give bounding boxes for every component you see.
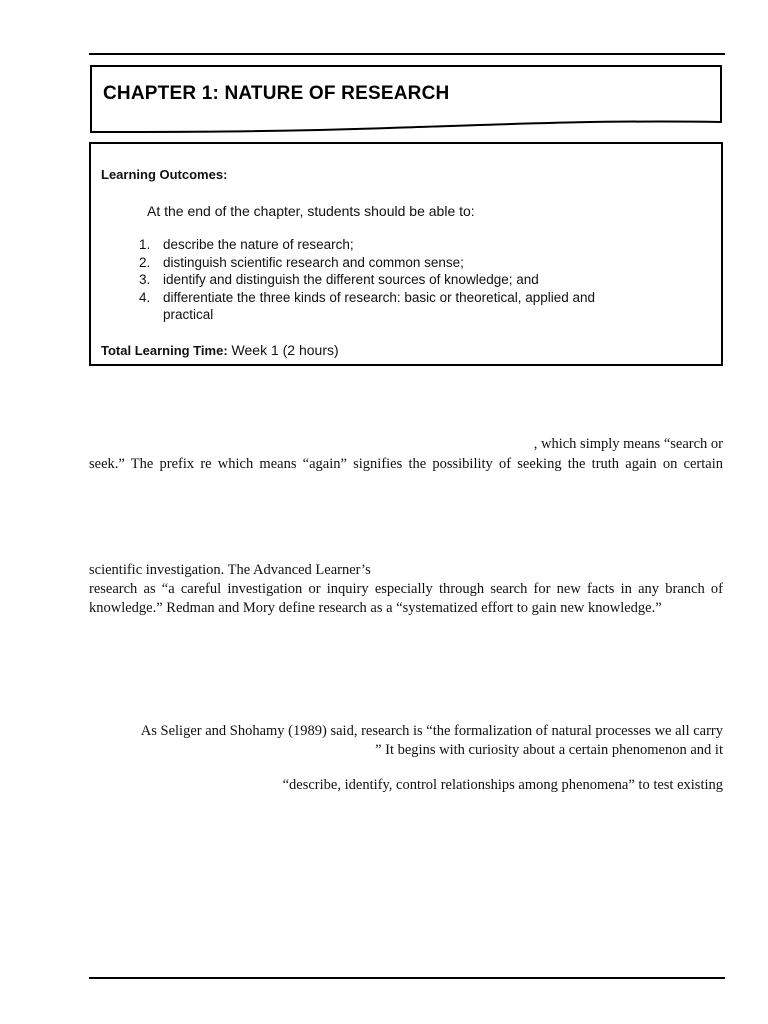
total-learning-time-label: Total Learning Time: [101, 343, 228, 358]
body-paragraph-3 [89, 722, 723, 802]
total-learning-time-value: Week 1 (2 hours) [227, 342, 339, 358]
chapter-header-box [89, 64, 723, 136]
list-item [139, 289, 679, 307]
paragraph-line: As Seliger and Shohamy (1989) said, research is “the formalization of natural processes we all carry [140, 723, 723, 739]
body-paragraph-1 [89, 435, 723, 475]
list-item-continuation [139, 306, 679, 324]
list-item [139, 271, 679, 289]
list-item-number: 4. [139, 289, 151, 305]
list-item [139, 236, 679, 254]
list-item-text: practical [163, 307, 214, 322]
body-paragraph-2 [89, 561, 723, 621]
list-item-text: distinguish scientific research and common sense; [163, 254, 464, 270]
chapter-title: CHAPTER 1: NATURE OF RESEARCH [103, 83, 450, 104]
list-item-text: describe the nature of research; [163, 237, 354, 252]
paragraph-line: scientific investigation. The Advanced Learner’s [89, 562, 371, 578]
learning-outcomes-list [139, 236, 679, 324]
list-item [139, 254, 679, 272]
total-learning-time [101, 342, 339, 358]
list-item-number: 1. [139, 237, 151, 252]
paragraph-line: “describe, identify, control relationships among phenomena” to test existing [282, 777, 723, 793]
learning-outcomes-intro: At the end of the chapter, students should be able to: [147, 203, 475, 219]
list-item-text: identify and distinguish the different sources of knowledge; and [163, 272, 539, 287]
top-rule [89, 53, 725, 55]
paragraph-line: ” It begins with curiosity about a certain phenomenon and it [375, 742, 723, 758]
paragraph-line: , which simply means “search or [533, 436, 723, 452]
list-item-number: 3. [139, 272, 151, 287]
paragraph-line: knowledge.” Redman and Mory define research as a “systematized effort to gain new knowledge.” [89, 600, 662, 616]
learning-outcomes-box [89, 142, 723, 366]
paragraph-line: research as “a careful investigation or inquiry especially through search for new facts in any branch of [89, 581, 723, 597]
bottom-rule [89, 977, 725, 979]
list-item-text: differentiate the three kinds of research: basic or theoretical, applied and [163, 289, 596, 305]
paragraph-line: seek.” The prefix re which means “again” signifies the possibility of seeking the truth again on certain [89, 456, 723, 472]
learning-outcomes-heading: Learning Outcomes: [101, 167, 228, 182]
list-item-number: 2. [139, 254, 151, 270]
